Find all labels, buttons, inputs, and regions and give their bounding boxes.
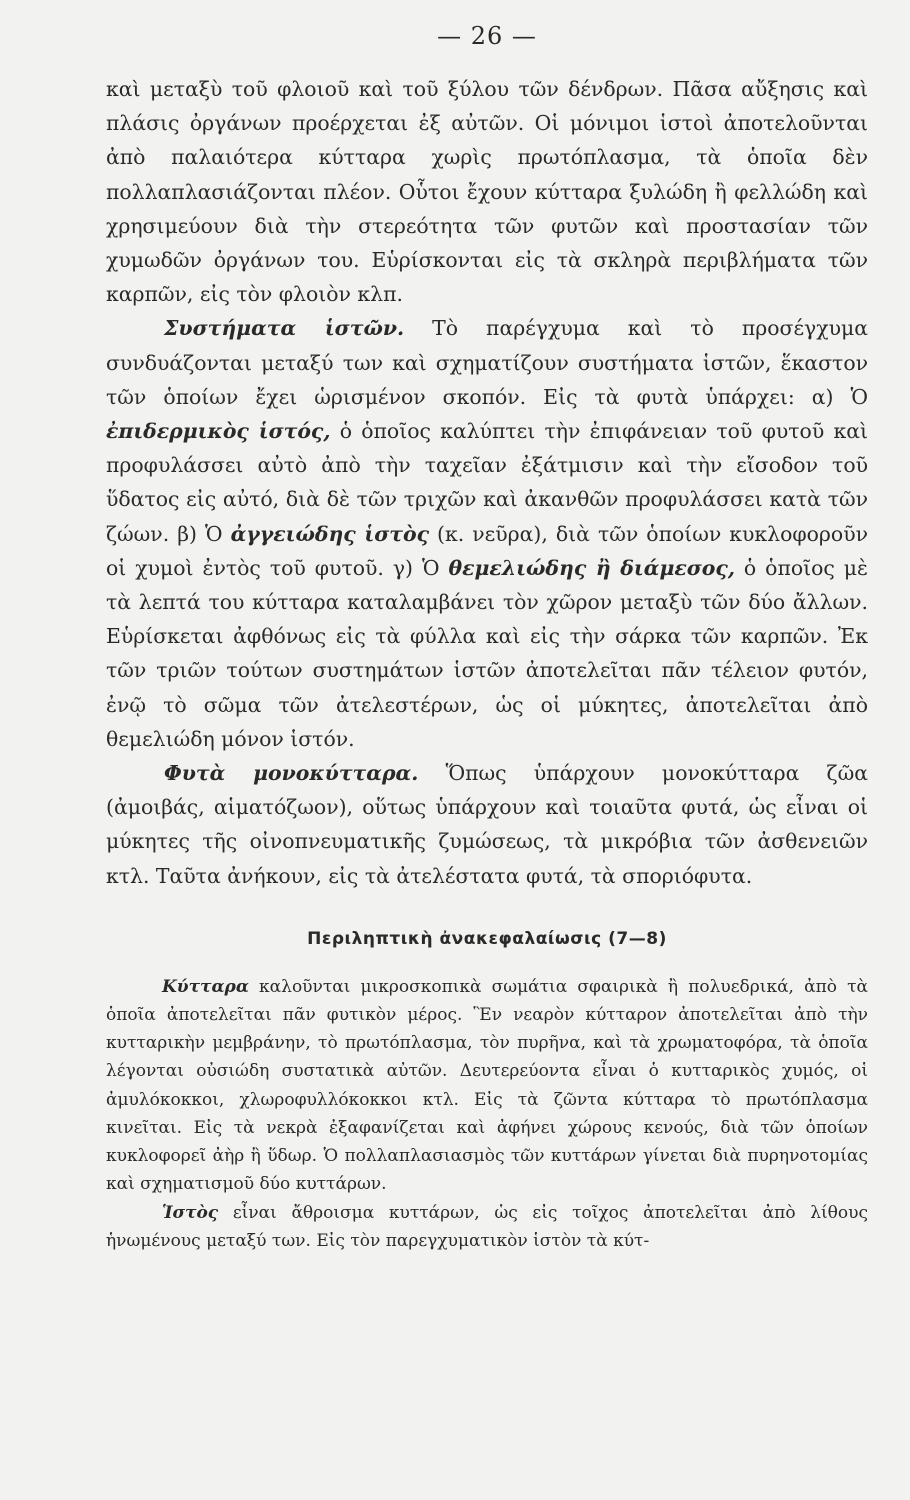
paragraph-tissue-systems [106,311,868,756]
paragraph-unicellular-plants [106,756,868,893]
section-heading-tissue-systems: Συστήματα ἱστῶν. [164,316,405,341]
recap-paragraph-cells [106,973,868,1199]
text-segment: καλοῦνται μικροσκοπικὰ σωμάτια σφαιρικὰ ἢ πολυεδρικά, ἀπὸ τὰ ὁποῖα ἀποτελεῖται πᾶν φυτικὸν μέρος. Ἓν νεαρὸν κύτταρον ἀποτελεῖται ἀπὸ τὴν κυτταρικὴν μεμβράνην, τὸ πρωτόπλασμα, τὸν πυρῆνα, καὶ τὰ χρωματοφόρα, τὰ ὁποῖα λέγονται οὐσιώδη συστατικὰ αὐτῶν. Δευτερεύοντα εἶναι ὁ κυτταρικὸς χυμός, οἱ ἀμυλόκοκκοι, χλωροφυλλόκοκκοι κτλ. Εἰς τὰ ζῶντα κύτταρα τὸ πρωτόπλασμα κινεῖται. Εἰς τὰ νεκρὰ ἐξαφανίζεται καὶ ἀφήνει χώρους κενούς, διὰ τῶν ὁποίων κυκλοφορεῖ ἀὴρ ἢ ὕδωρ. Ὁ πολλαπλασιασμὸς τῶν κυττάρων γίνεται διὰ πυρηνοτομίας καὶ σχηματισμοῦ δύο κυττάρων. [106,976,868,1195]
text-segment: (κ. νεῦρα), διὰ τῶν ὁποίων κυκλοφοροῦν οἱ χυμοὶ ἐντὸς τοῦ φυτοῦ. γ) Ὁ [106,521,868,580]
recap-section [106,973,868,1255]
text-segment: ὁ ὁποῖος καλύπτει τὴν ἐπιφάνειαν τοῦ φυτοῦ καὶ προφυλάσσει αὐτὸ ἀπὸ τὴν ταχεῖαν ἐξάτμισιν καὶ τὴν εἴσοδον τοῦ ὕδατος εἰς αὐτό, διὰ δὲ τῶν τριχῶν καὶ ἀκανθῶν προφυλάσσει κατὰ τῶν ζώων. β) Ὁ [106,419,868,546]
term-vascular-tissue: ἀγγειώδης ἱστὸς [230,521,430,546]
term-tissue: Ἱστὸς [162,1202,219,1223]
text-segment: Τὸ παρέγχυμα καὶ τὸ προσέγχυμα συνδυάζονται μεταξύ των καὶ σχηματίζουν συστήματα ἱστῶν, ἕκαστον τῶν ὁποίων ἔχει ὡρισμένον σκοπόν. Εἰς τὰ φυτὰ ὑπάρχει: α) Ὁ [106,316,868,409]
section-heading-unicellular-plants: Φυτὰ μονοκύτταρα. [164,761,419,786]
text-segment: Ὅπως ὑπάρχουν μονοκύτταρα ζῶα (ἀμοιβάς, αἱματόζωον), οὕτως ὑπάρχουν καὶ τοιαῦτα φυτά, ὡς εἶναι οἱ μύκητες τῆς οἰνοπνευματικῆς ζυμώσεως, τὰ μικρόβια τῶν ἀσθενειῶν κτλ. Ταῦτα ἀνήκουν, εἰς τὰ ἀτελέστατα φυτά, τὰ σποριόφυτα. [106,761,868,888]
main-text [106,72,868,893]
term-cells: Κύτταρα [162,976,249,997]
page-number: — 26 — [437,22,537,50]
paragraph-permanent-tissues: καὶ μεταξὺ τοῦ φλοιοῦ καὶ τοῦ ξύλου τῶν δένδρων. Πᾶσα αὔξησις καὶ πλάσις ὀργάνων προέρχεται ἐξ αὐτῶν. Οἱ μόνιμοι ἱστοὶ ἀποτελοῦνται ἀπὸ παλαιότερα κύτταρα χωρὶς πρωτόπλασμα, τὰ ὁποῖα δὲν πολλαπλασιάζονται πλέον. Οὗτοι ἔχουν κύτταρα ξυλώδη ἢ φελλώδη καὶ χρησιμεύουν διὰ τὴν στερεότητα τῶν φυτῶν καὶ προστασίαν τῶν χυμωδῶν ὀργάνων του. Εὑρίσκονται εἰς τὰ σκληρὰ περιβλήματα τῶν καρπῶν, εἰς τὸν φλοιὸν κλπ. [106,77,868,307]
term-ground-tissue: θεμελιώδης ἢ διάμεσος, [448,555,735,580]
text-segment: εἶναι ἄθροισμα κυττάρων, ὡς εἰς τοῖχος ἀποτελεῖται ἀπὸ λίθους ἡνωμένους μεταξύ των. Εἰς τὸν παρεγχυματικὸν ἱστὸν τὰ κύτ- [106,1202,868,1251]
text-segment: ὁ ὁποῖος μὲ τὰ λεπτά του κύτταρα καταλαμβάνει τὸν χῶρον μεταξὺ τῶν δύο ἄλλων. Εὑρίσκεται ἀφθόνως εἰς τὰ φύλλα καὶ εἰς τὴν σάρκα τῶν καρπῶν. Ἐκ τῶν τριῶν τούτων συστημάτων ἱστῶν ἀποτελεῖται πᾶν τέλειον φυτόν, ἐνῷ τὸ σῶμα τῶν ἀτελεστέρων, ὡς οἱ μύκητες, ἀποτελεῖται ἀπὸ θεμελιώδη μόνον ἱστόν. [106,555,869,751]
recap-paragraph-tissue [106,1199,868,1255]
recap-title: Περιληπτικὴ ἀνακεφαλαίωσις (7—8) [307,928,667,949]
book-page [106,22,868,1482]
term-epidermal-tissue: ἐπιδερμικὸς ἱστός, [106,419,331,444]
